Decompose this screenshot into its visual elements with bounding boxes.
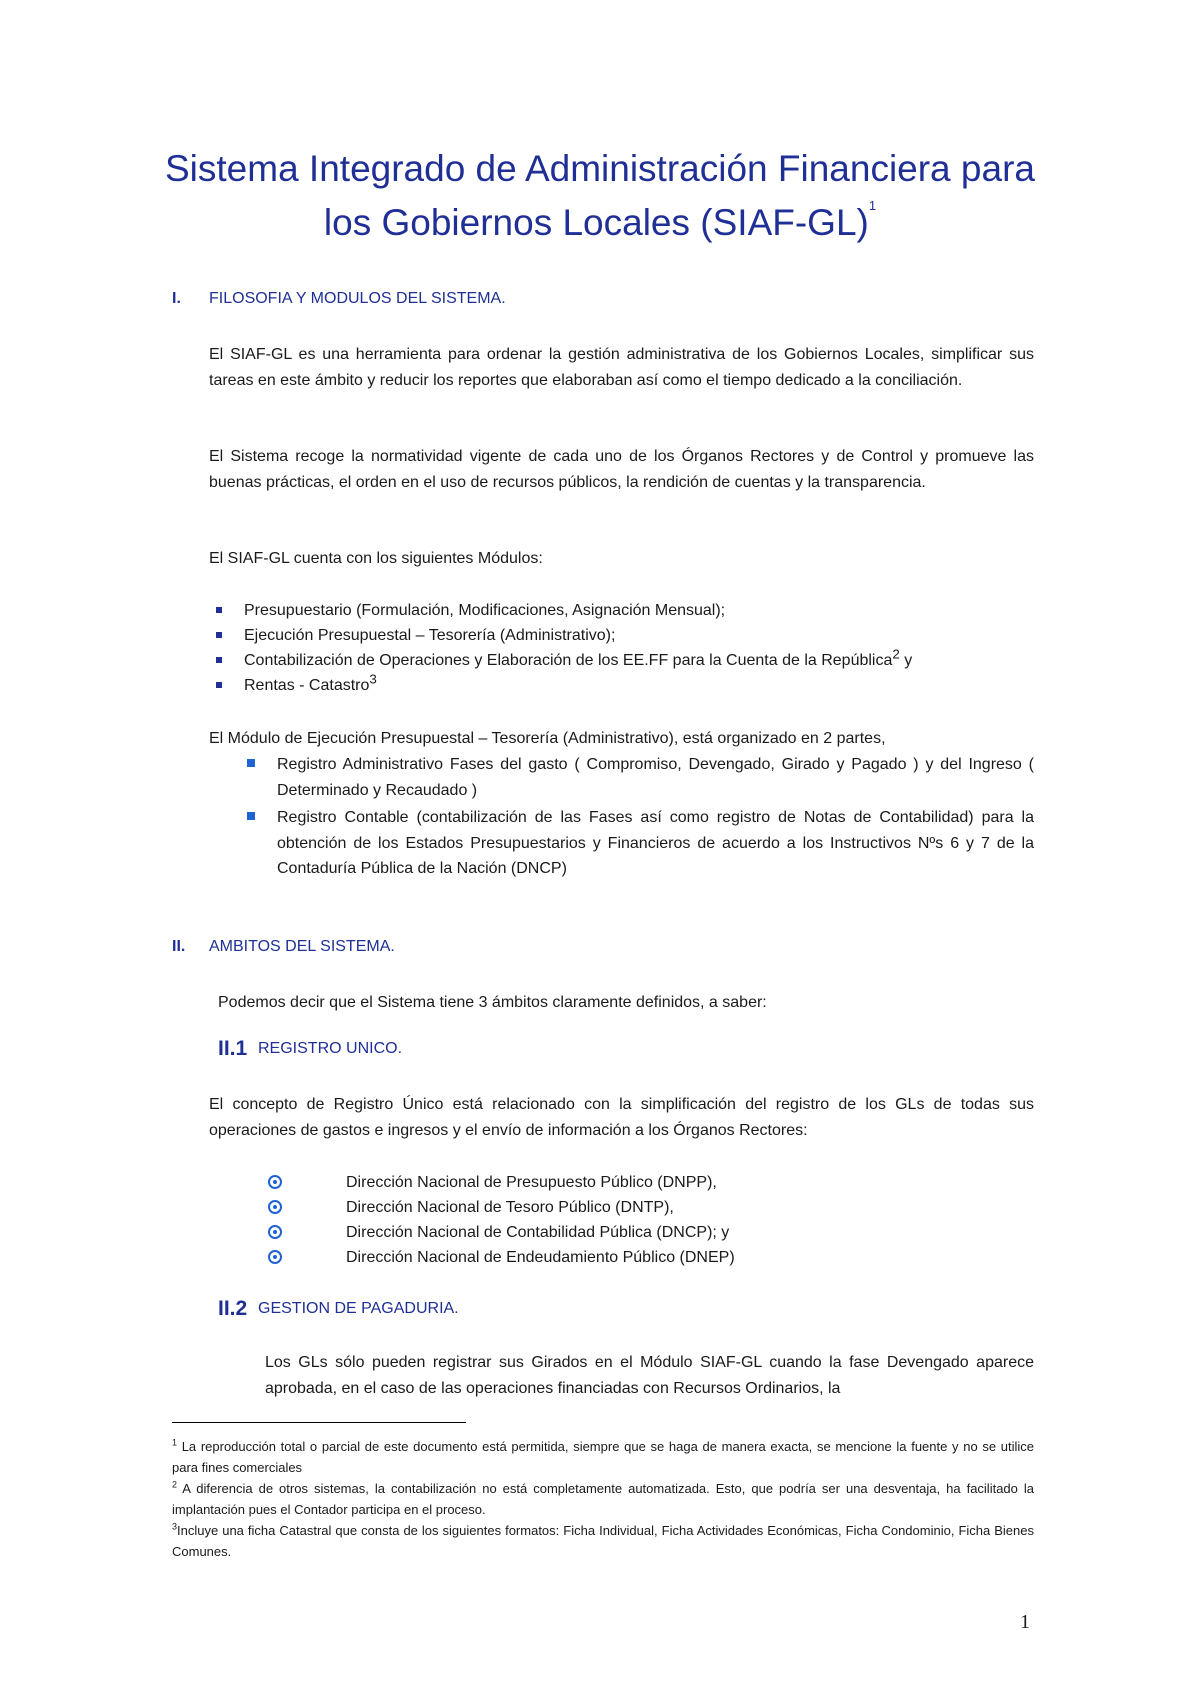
bullet-square-icon [216,632,222,638]
footnote [172,1436,1034,1478]
target-bullet-icon [268,1175,282,1189]
title-line-1: Sistema Integrado de Administración Financiera para [165,148,1035,189]
target-bullet-icon [268,1225,282,1239]
bullet-square-icon [216,657,222,663]
title-line-2 [150,196,1050,250]
target-bullet-icon [268,1200,282,1214]
bullet-square-icon [216,607,222,613]
subsection-2-1-title: REGISTRO UNICO. [258,1040,403,1057]
footnote-text: La reproducción total o parcial de este documento está permitida, siempre que se haga de manera exacta, se mencione la fuente y no se utilice para fines comerciales [172,1439,1034,1475]
module-text: Rentas - Catastro [244,677,370,694]
list-item [247,752,1034,803]
agency-text: Dirección Nacional de Tesoro Público (DNTP), [346,1199,674,1216]
title-footnote-ref: 1 [868,198,877,213]
footnote [172,1478,1034,1520]
list-item [268,1220,968,1245]
section-1-paragraph-3: El SIAF-GL cuenta con los siguientes Módulos: [209,550,543,567]
agency-text: Dirección Nacional de Contabilidad Pública (DNCP); y [346,1224,730,1241]
part-text: Registro Administrativo Fases del gasto ( Compromiso, Devengado, Girado y Pagado ) y del Ingreso ( Determinado y Recaudado ) [277,756,1034,799]
parts-list [247,752,1034,884]
footnote-number: 2 [172,1479,178,1490]
list-item [216,598,1046,623]
list-item [268,1170,968,1195]
subsection-2-1-number: II.1 [218,1037,248,1060]
section-2-title: AMBITOS DEL SISTEMA. [209,938,395,955]
section-2-intro: Podemos decir que el Sistema tiene 3 ámbitos claramente definidos, a saber: [218,994,767,1011]
module-text: Presupuestario (Formulación, Modificaciones, Asignación Mensual); [244,602,726,619]
page-title [150,142,1050,250]
bullet-square-icon [247,812,255,820]
agency-text: Dirección Nacional de Endeudamiento Público (DNEP) [346,1249,735,1266]
list-item [216,623,1046,648]
bullet-square-icon [247,759,255,767]
title-line-2-text: los Gobiernos Locales (SIAF-GL) [323,202,869,243]
section-1-paragraph-2: El Sistema recoge la normatividad vigente de cada uno de los Órganos Rectores y de Control y promueve las buenas prácticas, el orden en el uso de recursos públicos, la rendición de cuentas y la transparencia. [209,448,1034,491]
section-2-number: II. [172,938,186,955]
section-1-paragraph-4: El Módulo de Ejecución Presupuestal – Tesorería (Administrativo), está organizado en 2 partes, [209,730,886,747]
footnote-number: 1 [172,1437,178,1448]
subsection-2-2-title: GESTION DE PAGADURIA. [258,1300,459,1317]
agency-text: Dirección Nacional de Presupuesto Público (DNPP), [346,1174,717,1191]
section-1-title: FILOSOFIA Y MODULOS DEL SISTEMA. [209,290,506,307]
list-item [247,805,1034,882]
page-number: 1 [1020,1611,1030,1633]
list-item [268,1195,968,1220]
footnote-number: 3 [172,1521,178,1532]
module-text-after: y [899,652,913,669]
footnotes [172,1436,1034,1562]
footnote-ref: 3 [369,671,377,687]
module-text: Ejecución Presupuestal – Tesorería (Administrativo); [244,627,616,644]
section-1-paragraph-1: El SIAF-GL es una herramienta para ordenar la gestión administrativa de los Gobiernos Locales, simplificar sus tareas en este ámbito y reducir los reportes que elaboraban así como el tiempo dedicado a la conciliación. [209,346,1034,389]
footnote [172,1520,1034,1562]
subsection-2-1-paragraph: El concepto de Registro Único está relacionado con la simplificación del registro de los GLs de todas sus operaciones de gastos e ingresos y el envío de información a los Órganos Rectores: [209,1096,1034,1139]
subsection-2-2-number: II.2 [218,1297,248,1320]
target-bullet-icon [268,1250,282,1264]
footnote-divider [172,1422,466,1423]
list-item [216,673,1046,698]
footnote-text: A diferencia de otros sistemas, la contabilización no está completamente automatizada. Esto, que podría ser una desventaja, ha facilitado la implantación pues el Contador participa en el proceso. [172,1481,1034,1517]
footnote-ref: 2 [892,646,900,662]
list-item [268,1245,968,1270]
bullet-square-icon [216,682,222,688]
subsection-2-2-paragraph: Los GLs sólo pueden registrar sus Girados en el Módulo SIAF-GL cuando la fase Devengado aparece aprobada, en el caso de las operaciones financiadas con Recursos Ordinarios, la [265,1354,1034,1397]
part-text: Registro Contable (contabilización de las Fases así como registro de Notas de Contabilidad) para la obtención de los Estados Presupuestarios y Financieros de acuerdo a los Instructivos Nºs 6 y 7 de la Contaduría Pública de la Nación (DNCP) [277,809,1034,877]
module-text: Contabilización de Operaciones y Elaboración de los EE.FF para la Cuenta de la República [244,652,893,669]
list-item [216,648,1046,673]
footnote-text: Incluye una ficha Catastral que consta de los siguientes formatos: Ficha Individual, Ficha Actividades Económicas, Ficha Condominio, Ficha Bienes Comunes. [172,1523,1034,1559]
modules-list [216,598,1046,698]
agencies-list [268,1170,968,1270]
section-1-number: I. [172,290,181,307]
